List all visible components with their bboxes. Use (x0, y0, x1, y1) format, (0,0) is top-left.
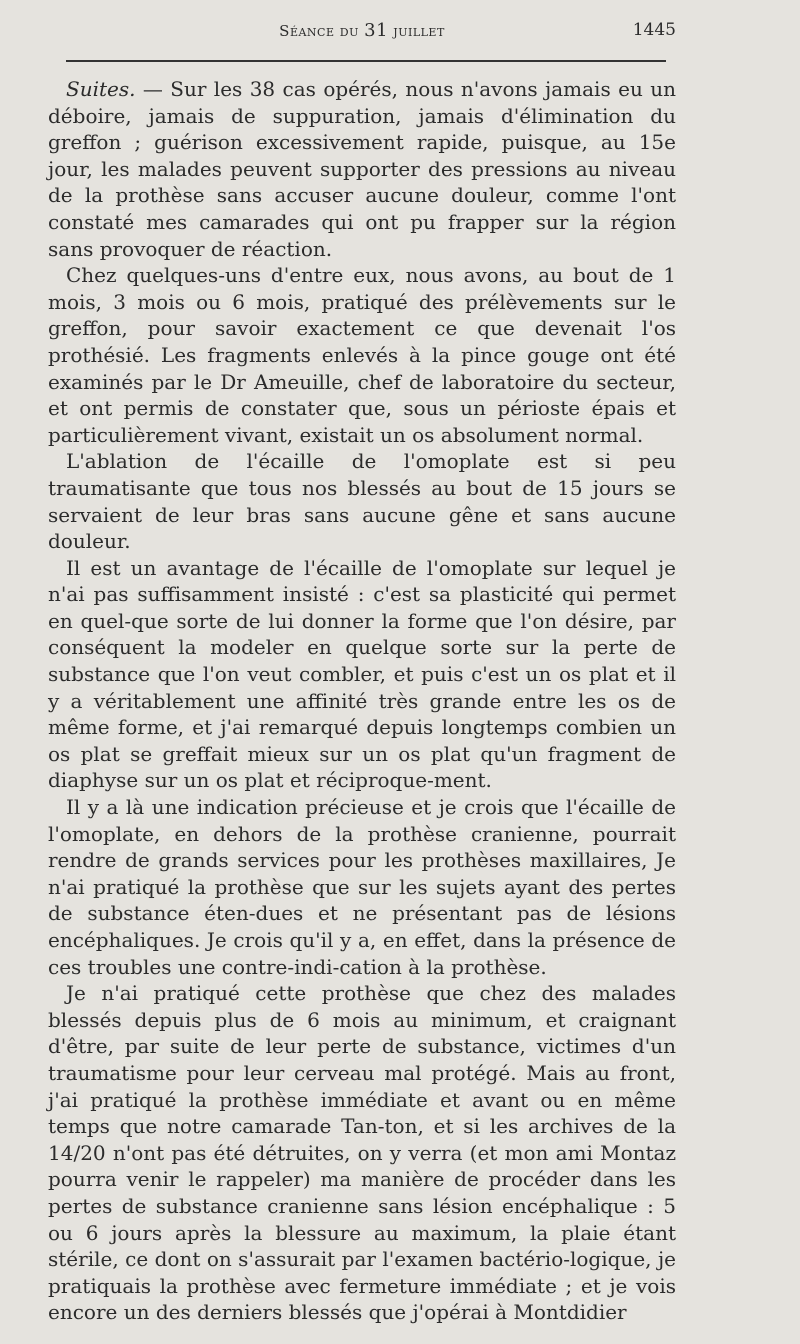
body-text (48, 76, 676, 1326)
header-rule (66, 60, 666, 62)
paragraph-prelevements (48, 262, 676, 448)
paragraph-suites (48, 76, 676, 262)
page-header (48, 20, 676, 42)
paragraph-pratique (48, 980, 676, 1326)
running-title (48, 20, 676, 41)
paragraph-indication (48, 794, 676, 980)
paragraph-text: Je n'ai pratiqué cette prothèse que chez des malades blessés depuis plus de 6 mois au minimum, et craignant d'être, par suite de leur perte de substance, victimes d'un traumatisme pour leur cerveau mal protégé. Mais au front, j'ai pratiqué la prothèse immédiate et avant ou en même temps que notre camarade Tan-ton, et si les archives de la 14/20 n'ont pas été détruites, on y verra (et mon ami Montaz pourra venir le rappeler) ma manière de procéder dans les pertes de substance cranienne sans lésion encéphalique : 5 ou 6 jours après la blessure au maximum, la plaie étant stérile, ce dont on s'assurait par l'examen bactério-logique, je pratiquais la prothèse avec fermeture immédiate ; et je vois encore un des derniers blessés que j'opérai à Montdidier (48, 981, 676, 1325)
running-title-day: 31 (364, 20, 389, 41)
paragraph-text: Il est un avantage de l'écaille de l'omoplate sur lequel je n'ai pas suffisamment insisté : c'est sa plasticité qui permet en quel-que sorte de lui donner la forme que l'on désire, par conséquent la modeler en quelque sorte sur la perte de substance que l'on veut combler, et puis c'est un os plat et il y a véritablement une affinité très grande entre les os de même forme, et j'ai remarqué depuis longtemps combien un os plat se greffait mieux sur un os plat qu'un fragment de diaphyse sur un os plat et réciproque-ment. (48, 555, 676, 793)
paragraph-run-in: Suites. (66, 77, 136, 101)
paragraph-avantage (48, 555, 676, 794)
paragraph-ablation (48, 448, 676, 554)
paragraph-text: Il y a là une indication précieuse et je crois que l'écaille de l'omoplate, en dehors de la prothèse cranienne, pourrait rendre de grands services pour les prothèses maxillaires, Je n'ai pratiqué la prothèse que sur les sujets ayant des pertes de substance éten-dues et ne présentant pas de lésions encéphaliques. Je crois qu'il y a, en effet, dans la présence de ces troubles une contre-indi-cation à la prothèse. (48, 795, 676, 979)
paragraph-text: L'ablation de l'écaille de l'omoplate est si peu traumatisante que tous nos blessés au bout de 15 jours se servaient de leur bras sans aucune gêne et sans aucune douleur. (48, 449, 676, 554)
running-title-prefix: Séance du (279, 22, 365, 40)
running-title-suffix: juillet (388, 22, 445, 40)
paragraph-text: Chez quelques-uns d'entre eux, nous avons, au bout de 1 mois, 3 mois ou 6 mois, pratiqué des prélèvements sur le greffon, pour savoir exactement ce que devenait l'os prothésié. Les fragments enlevés à la pince gouge ont été examinés par le Dr Ameuille, chef de laboratoire du secteur, et ont permis de constater que, sous un périoste épais et particulièrement vivant, existait un os absolument normal. (48, 263, 676, 447)
page-number: 1445 (632, 20, 676, 40)
paragraph-text: — Sur les 38 cas opérés, nous n'avons jamais eu un déboire, jamais de suppuration, jamais d'élimination du greffon ; guérison excessivement rapide, puisque, au 15e jour, les malades peuvent supporter des pressions au niveau de la prothèse sans accuser aucune douleur, comme l'ont constaté mes camarades qui ont pu frapper sur la région sans provoquer de réaction. (48, 77, 676, 261)
